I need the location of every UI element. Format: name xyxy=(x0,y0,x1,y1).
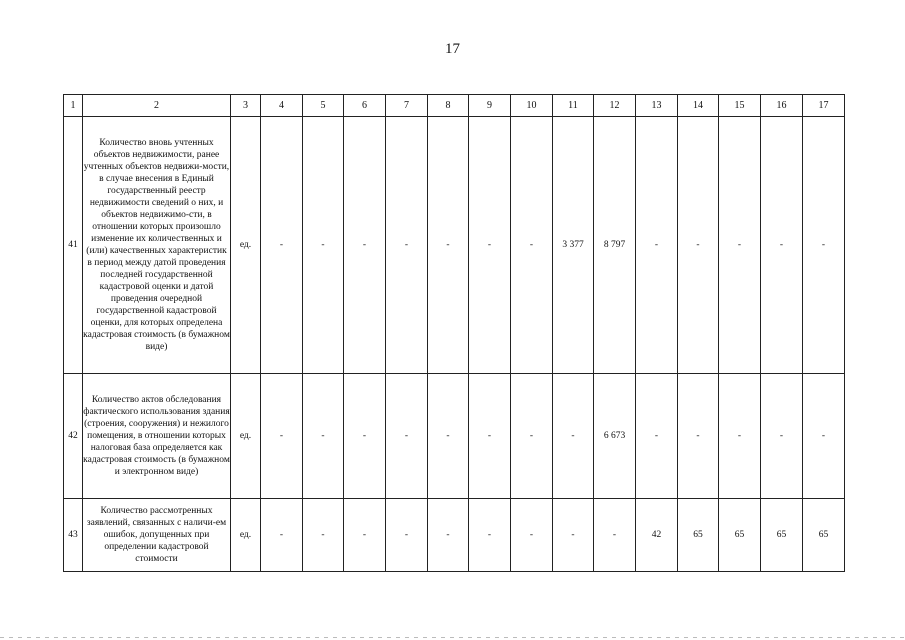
header-cell: 11 xyxy=(553,95,594,117)
header-cell: 3 xyxy=(231,95,261,117)
value-cell: - xyxy=(511,499,553,572)
value-cell: - xyxy=(386,117,428,374)
value-cell: - xyxy=(761,117,803,374)
value-cell: - xyxy=(303,374,344,499)
header-cell: 7 xyxy=(386,95,428,117)
value-cell: 65 xyxy=(719,499,761,572)
value-cell: 65 xyxy=(678,499,719,572)
page-number: 17 xyxy=(445,41,460,57)
value-cell: - xyxy=(636,374,678,499)
value-cell: - xyxy=(344,117,386,374)
value-cell: - xyxy=(428,117,469,374)
header-cell: 16 xyxy=(761,95,803,117)
value-cell: 65 xyxy=(761,499,803,572)
value-cell: - xyxy=(386,499,428,572)
header-row xyxy=(64,95,845,117)
value-cell: - xyxy=(719,374,761,499)
value-cell: - xyxy=(261,499,303,572)
value-cell: - xyxy=(553,499,594,572)
value-cell: 65 xyxy=(803,499,845,572)
value-cell: - xyxy=(761,374,803,499)
value-cell: 42 xyxy=(636,499,678,572)
header-cell: 12 xyxy=(594,95,636,117)
row-unit: ед. xyxy=(231,374,261,499)
value-cell: - xyxy=(803,374,845,499)
value-cell: - xyxy=(803,117,845,374)
row-number: 42 xyxy=(64,374,83,499)
value-cell: - xyxy=(678,374,719,499)
table-row xyxy=(64,499,845,572)
header-cell: 14 xyxy=(678,95,719,117)
table-row xyxy=(64,117,845,374)
value-cell: 6 673 xyxy=(594,374,636,499)
value-cell: - xyxy=(594,499,636,572)
data-table xyxy=(63,94,845,572)
header-cell: 15 xyxy=(719,95,761,117)
value-cell: - xyxy=(386,374,428,499)
header-cell: 17 xyxy=(803,95,845,117)
value-cell: - xyxy=(469,374,511,499)
header-cell: 1 xyxy=(64,95,83,117)
table-row xyxy=(64,374,845,499)
row-description: Количество актов обследования фактического использования здания (строения, сооружения) и нежилого помещения, в отношении которых налоговая база определяется как кадастровая стоимость (в бумажном и электронном виде) xyxy=(83,374,231,499)
row-number: 41 xyxy=(64,117,83,374)
value-cell: - xyxy=(261,374,303,499)
header-cell: 5 xyxy=(303,95,344,117)
row-unit: ед. xyxy=(231,499,261,572)
value-cell: - xyxy=(719,117,761,374)
row-description: Количество вновь учтенных объектов недвижимости, ранее учтенных объектов недвижи-мости, в случае внесения в Единый государственный реестр недвижимости сведений о них, и объектов недвижимо-сти, в отношении которых произошло изменение их количественных и (или) качественных характеристик в период между датой проведения последней государственной кадастровой оценки и датой проведения очередной государственной кадастровой оценки, для которых определена кадастровая стоимость (в бумажном виде) xyxy=(83,117,231,374)
value-cell: - xyxy=(303,499,344,572)
header-cell: 13 xyxy=(636,95,678,117)
value-cell: - xyxy=(344,499,386,572)
header-cell: 9 xyxy=(469,95,511,117)
value-cell: - xyxy=(636,117,678,374)
value-cell: - xyxy=(511,374,553,499)
value-cell: - xyxy=(428,374,469,499)
value-cell: - xyxy=(469,117,511,374)
value-cell: - xyxy=(428,499,469,572)
header-cell: 6 xyxy=(344,95,386,117)
value-cell: - xyxy=(469,499,511,572)
value-cell: - xyxy=(511,117,553,374)
header-cell: 2 xyxy=(83,95,231,117)
value-cell: 3 377 xyxy=(553,117,594,374)
row-unit: ед. xyxy=(231,117,261,374)
row-description: Количество рассмотренных заявлений, связанных с наличи-ем ошибок, допущенных при определении кадастровой стоимости xyxy=(83,499,231,572)
header-cell: 10 xyxy=(511,95,553,117)
row-number: 43 xyxy=(64,499,83,572)
value-cell: - xyxy=(553,374,594,499)
value-cell: - xyxy=(344,374,386,499)
value-cell: - xyxy=(678,117,719,374)
header-cell: 4 xyxy=(261,95,303,117)
scan-edge-line xyxy=(0,637,905,638)
value-cell: - xyxy=(303,117,344,374)
header-cell: 8 xyxy=(428,95,469,117)
value-cell: - xyxy=(261,117,303,374)
value-cell: 8 797 xyxy=(594,117,636,374)
